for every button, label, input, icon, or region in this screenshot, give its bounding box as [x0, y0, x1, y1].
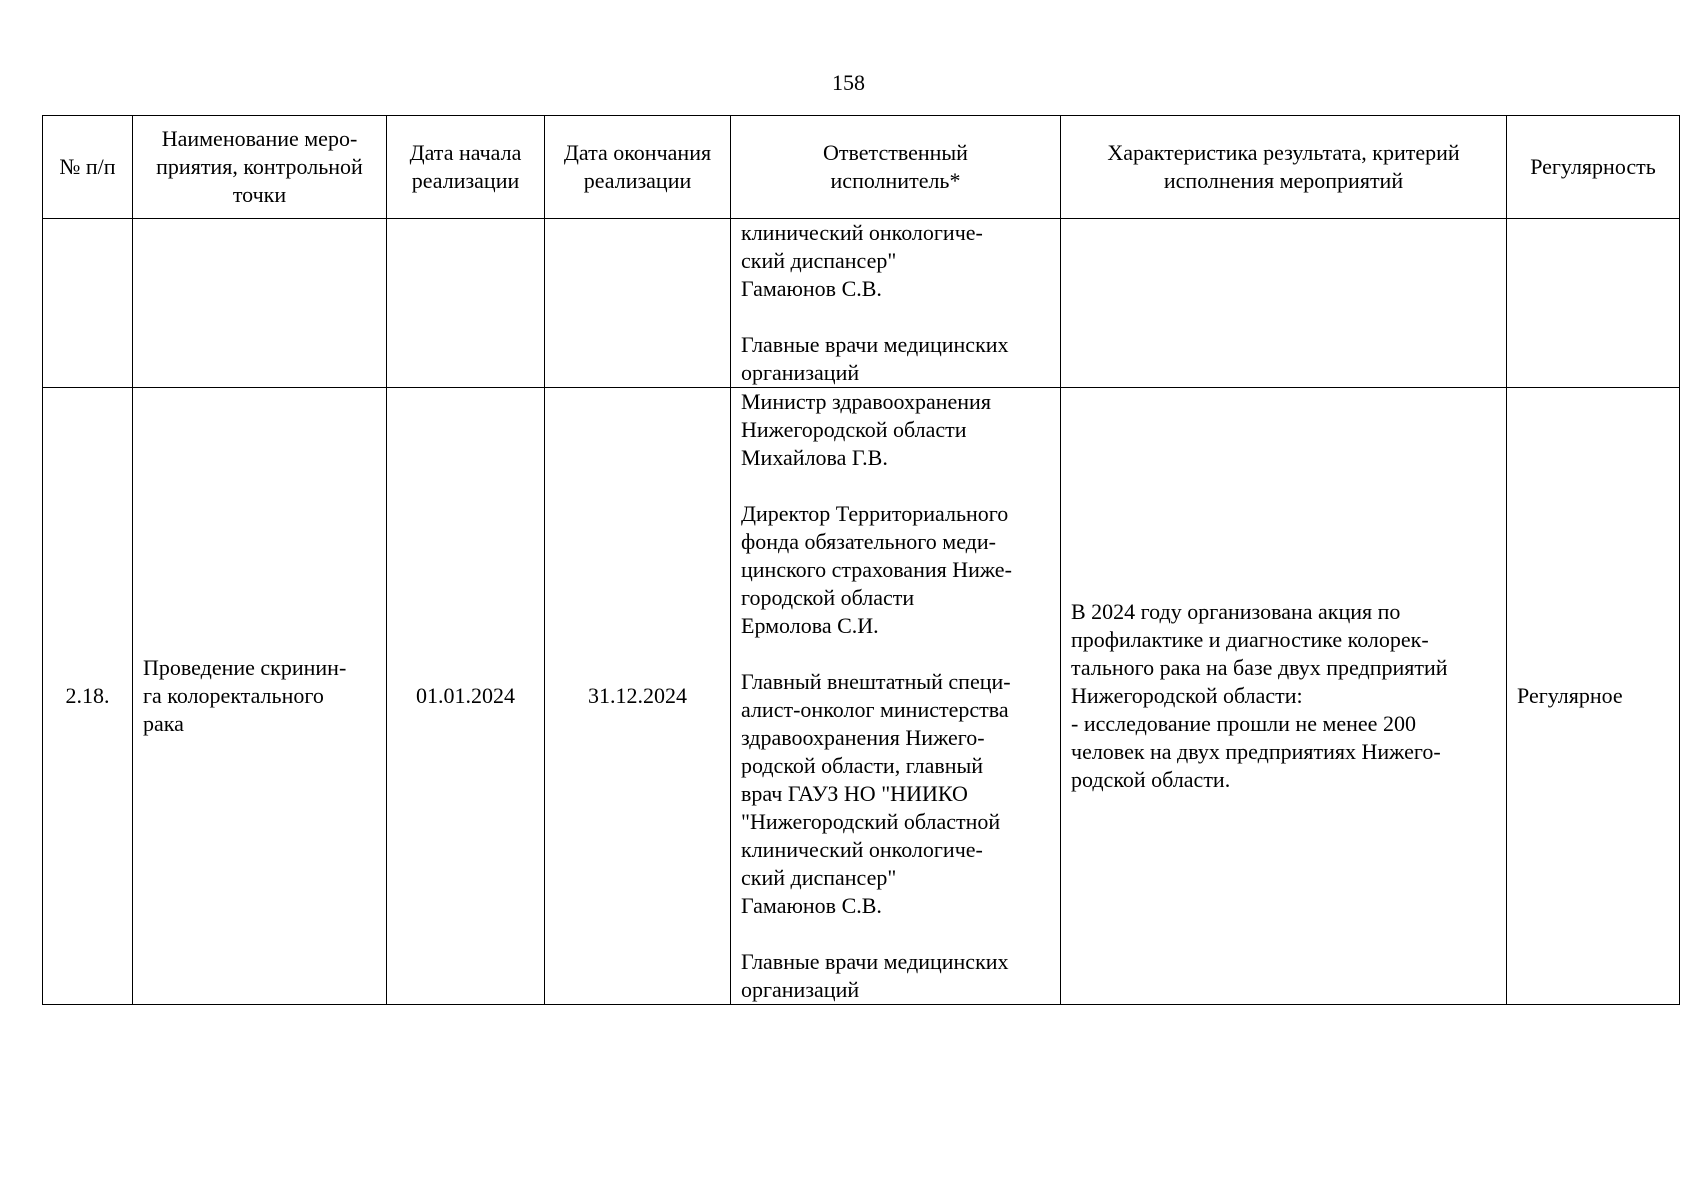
cell-result: [1061, 219, 1507, 388]
cell-name: [133, 219, 387, 388]
header-end-date: Дата окончания реализации: [545, 116, 731, 219]
cell-start-date: [387, 219, 545, 388]
page-number: 158: [832, 70, 865, 95]
cell-num: 2.18.: [43, 388, 133, 1005]
cell-result: В 2024 году организована акция по профилактике и диагностике колорек- тального рака на базе двух предприятий Нижегородской области: - исследование прошли не менее 200 человек на двух предприятиях Нижего- родской области.: [1061, 388, 1507, 1005]
header-num: № п/п: [43, 116, 133, 219]
header-name: Наименование меро- приятия, контрольной точки: [133, 116, 387, 219]
cell-responsible: Министр здравоохранения Нижегородской области Михайлова Г.В. Директор Территориального фонда обязательного меди- цинского страхования Ниже- городской области Ермолова С.И. Главный внештатный специ- алист-онколог министерства здравоохранения Нижего- родской области, главный врач ГАУЗ НО "НИИКО "Нижегородский областной клинический онкологиче- ский диспансер" Гамаюнов С.В. Главные врачи медицинских организаций: [731, 388, 1061, 1005]
cell-regularity: [1507, 219, 1680, 388]
header-result: Характеристика результата, критерий исполнения мероприятий: [1061, 116, 1507, 219]
cell-start-date: 01.01.2024: [387, 388, 545, 1005]
table-row-continuation: [43, 219, 1680, 388]
table-body: [43, 219, 1680, 1005]
header-responsible: Ответственный исполнитель*: [731, 116, 1061, 219]
cell-responsible: клинический онкологиче- ский диспансер" Гамаюнов С.В. Главные врачи медицинских организаций: [731, 219, 1061, 388]
header-regularity: Регулярность: [1507, 116, 1680, 219]
cell-regularity: Регулярное: [1507, 388, 1680, 1005]
cell-end-date: 31.12.2024: [545, 388, 731, 1005]
header-row: [43, 116, 1680, 219]
table-row: [43, 388, 1680, 1005]
cell-name: Проведение скринин- га колоректального рака: [133, 388, 387, 1005]
cell-end-date: [545, 219, 731, 388]
activities-table: [42, 115, 1680, 1005]
table-header: [43, 116, 1680, 219]
cell-num: [43, 219, 133, 388]
header-start-date: Дата начала реализации: [387, 116, 545, 219]
